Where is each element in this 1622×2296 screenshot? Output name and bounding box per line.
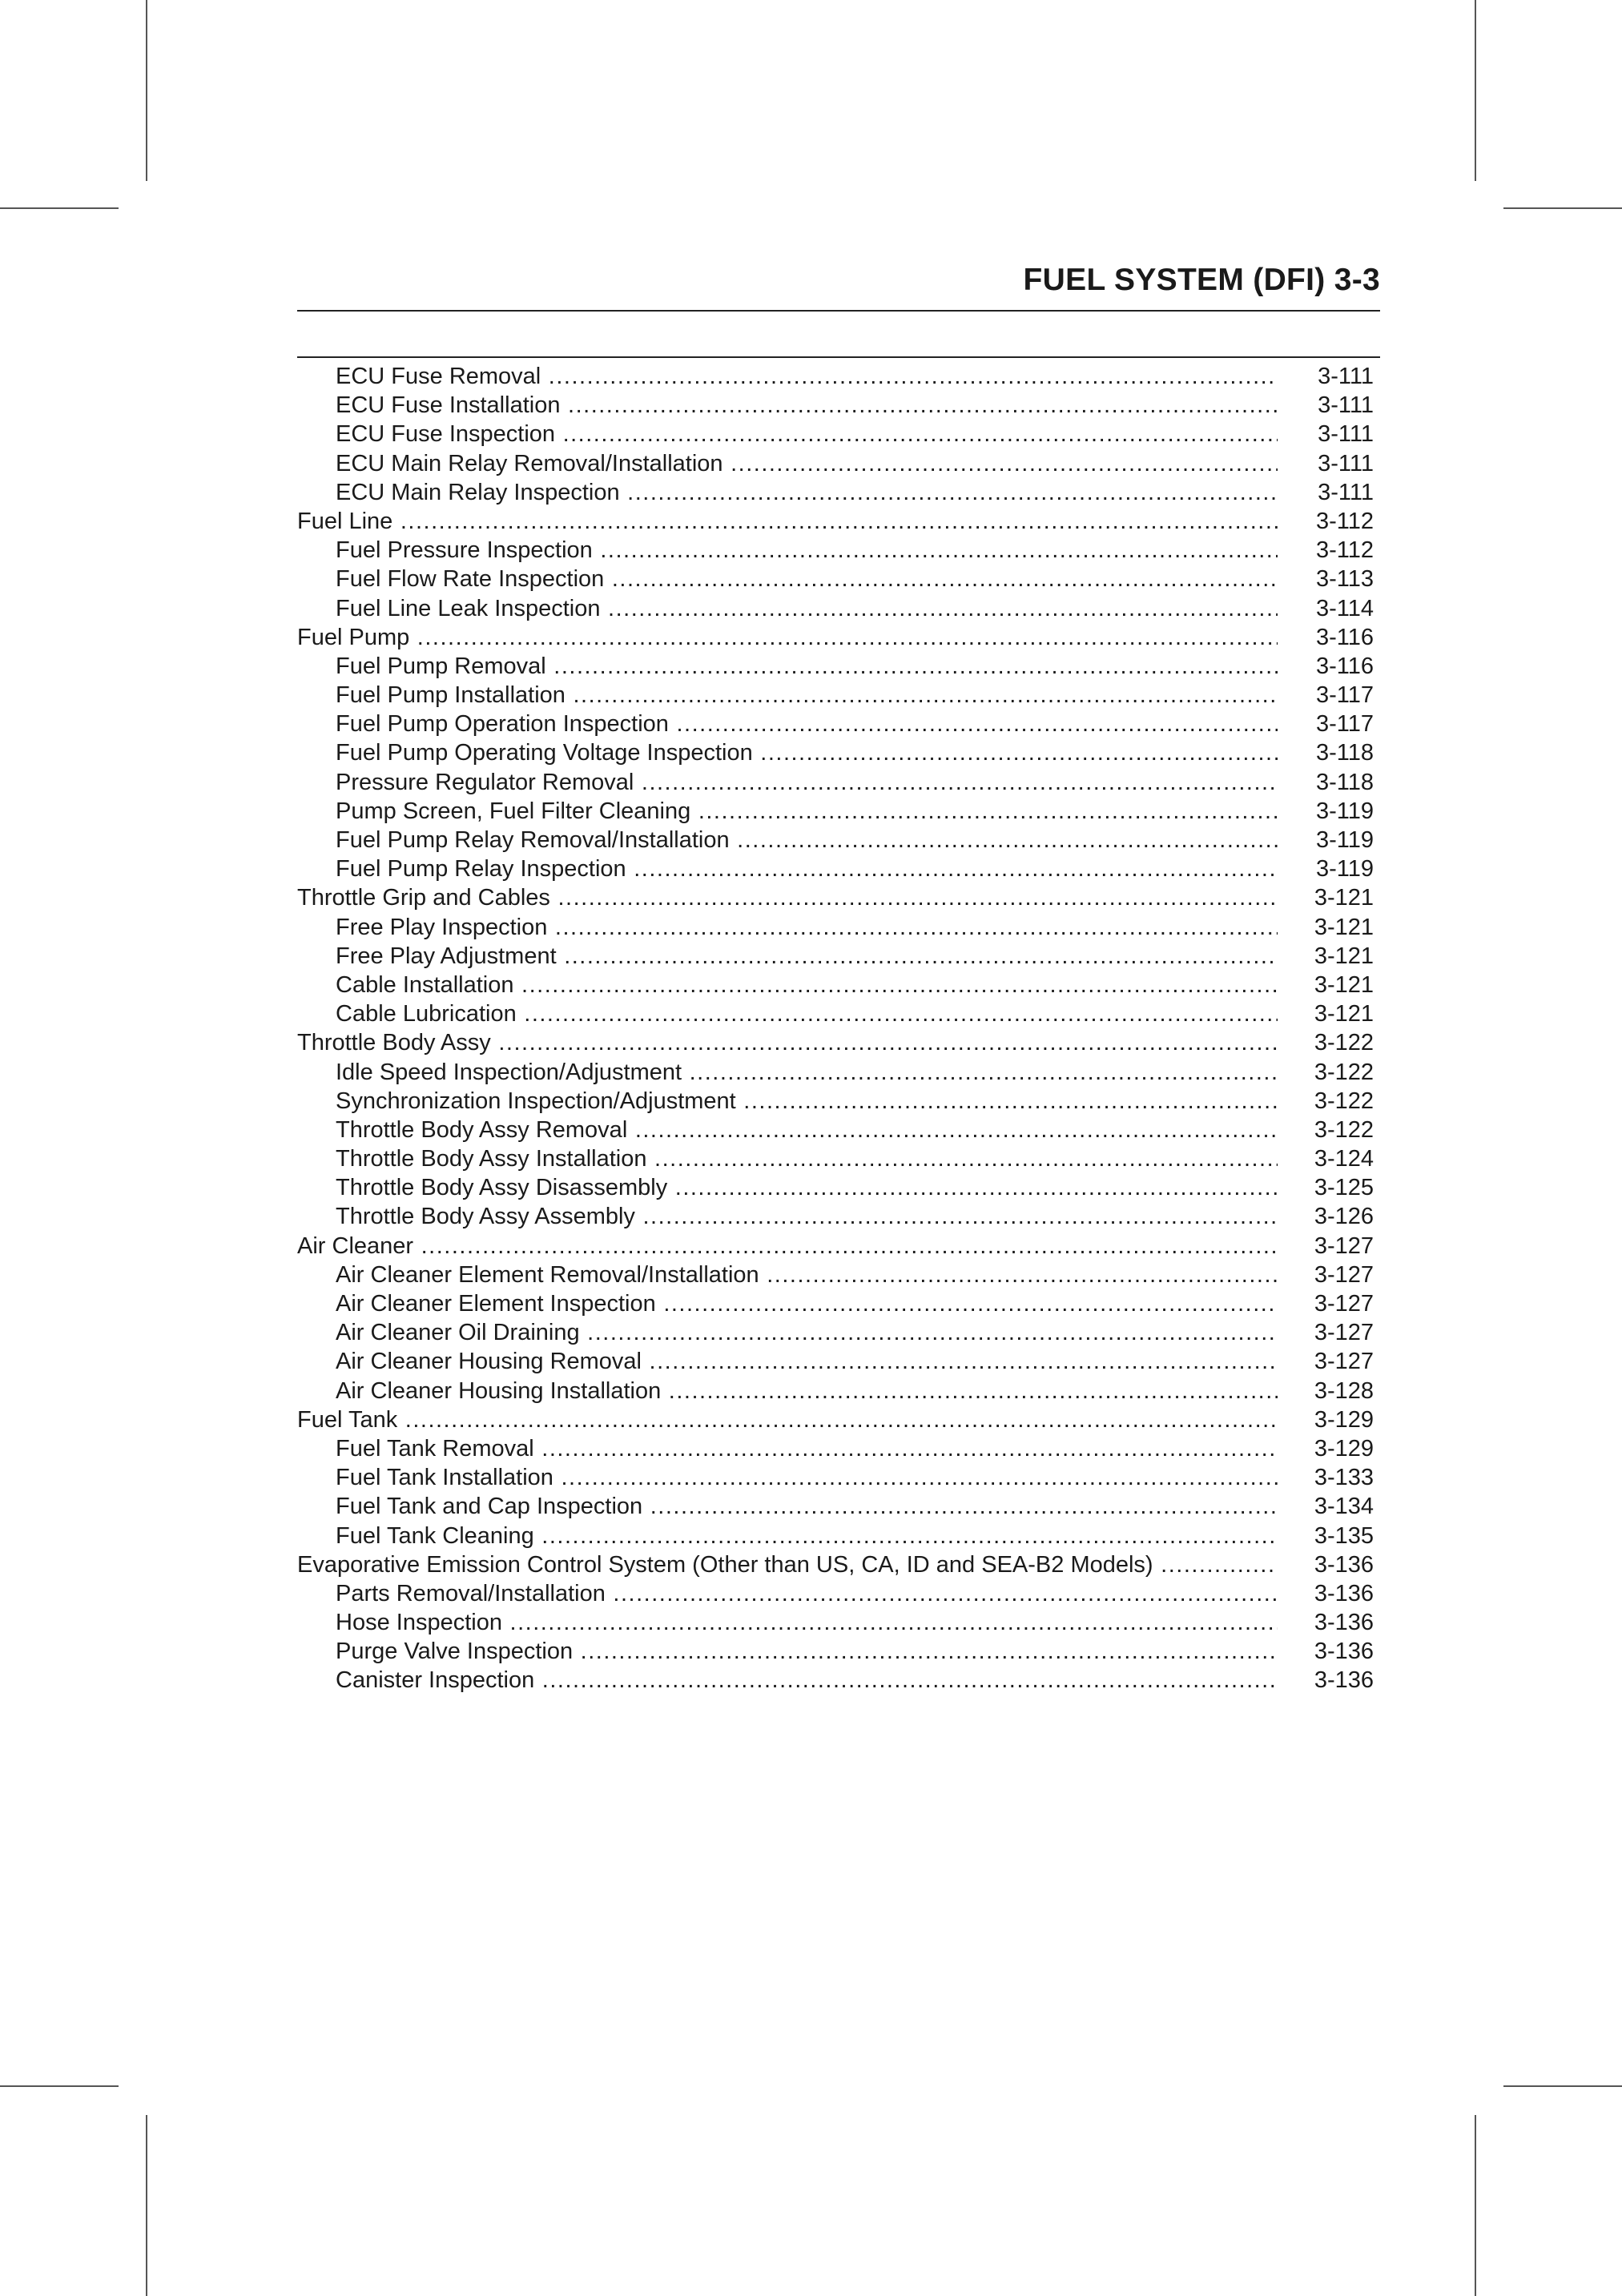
- toc-entry: [297, 1202, 1374, 1231]
- toc-entry-title: Free Play Adjustment: [336, 943, 557, 969]
- crop-mark: [0, 207, 119, 209]
- toc-entry: [297, 1550, 1374, 1579]
- toc-entry-leader: [336, 710, 1278, 738]
- toc-entry: [297, 1116, 1374, 1144]
- toc-entry-page: 3-136: [1314, 1551, 1374, 1578]
- toc-entry-page: 3-127: [1314, 1320, 1374, 1346]
- toc-entry: [297, 565, 1374, 593]
- toc-entry: [297, 536, 1374, 565]
- toc-entry-leader: [336, 565, 1278, 593]
- toc-entry-page: 3-119: [1315, 856, 1374, 883]
- toc-entry-title: Fuel Pump Installation: [336, 682, 565, 709]
- toc-entry-leader: [336, 1318, 1278, 1347]
- toc-entry-page: 3-127: [1314, 1291, 1374, 1317]
- toc-entry-page: 3-118: [1315, 740, 1374, 766]
- toc-entry-leader: [336, 1261, 1278, 1289]
- toc-entry-page: 3-134: [1314, 1494, 1374, 1520]
- toc-entry-title: Parts Removal/Installation: [336, 1580, 606, 1606]
- crop-mark: [1503, 207, 1622, 209]
- toc-entry-title: Cable Lubrication: [336, 1001, 517, 1027]
- toc-entry-page: 3-121: [1314, 914, 1374, 940]
- toc-entry-page: 3-136: [1314, 1667, 1374, 1694]
- header-rule: [297, 310, 1380, 312]
- toc-entry-page: 3-121: [1314, 971, 1374, 998]
- toc-entry-title: Throttle Body Assy Disassembly: [336, 1175, 668, 1201]
- toc-entry-page: 3-122: [1314, 1088, 1374, 1114]
- toc-entry-title: Fuel Tank Removal: [336, 1435, 534, 1462]
- toc-entry: [297, 681, 1374, 710]
- toc-entry-title: Fuel Pump Relay Removal/Installation: [336, 827, 730, 853]
- crop-mark: [146, 2115, 147, 2296]
- toc-entry: [297, 420, 1374, 448]
- toc-entry-title: ECU Fuse Installation: [336, 392, 561, 419]
- toc-entry-page: 3-127: [1314, 1349, 1374, 1375]
- toc-entry-page: 3-113: [1315, 566, 1374, 593]
- toc-entry-title: Canister Inspection: [336, 1667, 535, 1694]
- toc-entry-title: Throttle Body Assy Removal: [336, 1116, 628, 1143]
- toc-entry-leader: [336, 826, 1278, 854]
- toc-entry-title: ECU Fuse Inspection: [336, 421, 556, 448]
- crop-mark: [146, 0, 147, 181]
- toc-entry-leader: [297, 1028, 1278, 1057]
- toc-entry-page: 3-118: [1315, 769, 1374, 795]
- toc-entry-leader: [336, 1579, 1278, 1608]
- toc-entry-leader: [336, 1434, 1278, 1463]
- toc-entry: [297, 1666, 1374, 1695]
- toc-entry-page: 3-111: [1318, 479, 1374, 505]
- toc-entry-leader: [297, 1232, 1278, 1261]
- toc-entry-page: 3-122: [1314, 1116, 1374, 1143]
- toc-entry-title: Throttle Body Assy Assembly: [336, 1204, 635, 1230]
- toc-entry-leader: [336, 913, 1278, 942]
- toc-entry: [297, 768, 1374, 797]
- toc-entry-title: Fuel Pressure Inspection: [336, 537, 593, 564]
- toc-entry-title: Fuel Pump: [297, 624, 410, 650]
- toc-entry-leader: [336, 942, 1278, 971]
- toc-entry-page: 3-117: [1315, 711, 1374, 738]
- toc-entry-title: Air Cleaner Element Removal/Installation: [336, 1261, 759, 1288]
- toc-entry: [297, 1463, 1374, 1492]
- toc-entry: [297, 826, 1374, 854]
- toc-entry: [297, 1579, 1374, 1608]
- toc-entry-page: 3-119: [1315, 827, 1374, 853]
- toc-entry-leader: [336, 449, 1278, 478]
- toc-entry: [297, 652, 1374, 681]
- toc-entry-leader: [297, 507, 1278, 536]
- toc-entry: [297, 1377, 1374, 1405]
- toc-entry-page: 3-121: [1314, 885, 1374, 911]
- toc-entry-title: Air Cleaner: [297, 1232, 414, 1259]
- toc-entry-leader: [336, 1116, 1278, 1144]
- toc-entry: [297, 999, 1374, 1028]
- toc-entry-page: 3-122: [1314, 1059, 1374, 1085]
- toc-entry: [297, 883, 1374, 912]
- crop-mark: [1503, 2085, 1622, 2087]
- toc-entry-leader: [336, 1666, 1278, 1695]
- toc-entry-page: 3-124: [1314, 1146, 1374, 1172]
- toc-entry-title: Cable Installation: [336, 971, 514, 998]
- toc-entry-page: 3-122: [1314, 1030, 1374, 1056]
- toc-entry-page: 3-136: [1314, 1610, 1374, 1636]
- toc-entry-title: Pressure Regulator Removal: [336, 769, 634, 795]
- toc-entry-leader: [336, 652, 1278, 681]
- toc-entry: [297, 854, 1374, 883]
- toc-entry-leader: [336, 594, 1278, 623]
- toc-entry-page: 3-111: [1318, 421, 1374, 448]
- toc-entry-page: 3-121: [1314, 943, 1374, 969]
- toc-entry-page: 3-111: [1318, 450, 1374, 476]
- page-header-title: FUEL SYSTEM (DFI) 3-3: [1023, 263, 1380, 297]
- toc-entry-page: 3-121: [1314, 1001, 1374, 1027]
- toc-entry-page: 3-127: [1314, 1232, 1374, 1259]
- toc-entry-title: Fuel Line: [297, 508, 393, 534]
- toc-entry: [297, 1347, 1374, 1376]
- toc-entry-title: Throttle Body Assy: [297, 1030, 491, 1056]
- toc-entry-title: Pump Screen, Fuel Filter Cleaning: [336, 798, 691, 824]
- toc-entry-title: Air Cleaner Housing Removal: [336, 1349, 642, 1375]
- toc-top-rule: [297, 356, 1380, 358]
- toc-entry: [297, 449, 1374, 478]
- crop-mark: [0, 2085, 119, 2087]
- toc-entry: [297, 797, 1374, 826]
- toc-entry-leader: [336, 1144, 1278, 1173]
- toc-entry-leader: [336, 391, 1278, 420]
- toc-entry-leader: [336, 1173, 1278, 1202]
- toc-entry-leader: [336, 1463, 1278, 1492]
- toc-entry: [297, 1232, 1374, 1261]
- toc-entry-page: 3-125: [1314, 1175, 1374, 1201]
- toc-entry-page: 3-112: [1315, 537, 1374, 564]
- toc-entry-title: Fuel Pump Removal: [336, 653, 546, 679]
- toc-entry: [297, 1173, 1374, 1202]
- toc-entry-title: Hose Inspection: [336, 1610, 502, 1636]
- toc-entry-leader: [336, 1377, 1278, 1405]
- toc-entry-title: Air Cleaner Element Inspection: [336, 1291, 656, 1317]
- toc-entry: [297, 1492, 1374, 1521]
- toc-entry-leader: [336, 999, 1278, 1028]
- toc-entry-title: Free Play Inspection: [336, 914, 548, 940]
- toc-entry-page: 3-119: [1315, 798, 1374, 824]
- toc-entry-page: 3-117: [1315, 682, 1374, 709]
- crop-mark: [1475, 2115, 1476, 2296]
- toc-entry-leader: [336, 768, 1278, 797]
- toc-entry: [297, 1434, 1374, 1463]
- toc-entry: [297, 1289, 1374, 1318]
- toc-entry-page: 3-126: [1314, 1204, 1374, 1230]
- toc-entry-leader: [336, 1347, 1278, 1376]
- toc-entry: [297, 1144, 1374, 1173]
- toc-entry-title: ECU Main Relay Inspection: [336, 479, 620, 505]
- toc-entry-title: Fuel Tank and Cap Inspection: [336, 1494, 643, 1520]
- toc-entry: [297, 623, 1374, 652]
- toc-entry: [297, 1087, 1374, 1116]
- toc-entry-page: 3-112: [1315, 508, 1374, 534]
- toc-entry-title: Fuel Pump Operating Voltage Inspection: [336, 740, 753, 766]
- toc-entry-page: 3-133: [1314, 1465, 1374, 1491]
- toc-entry-leader: [336, 1608, 1278, 1637]
- toc-entry: [297, 1028, 1374, 1057]
- toc-entry-leader: [336, 1637, 1278, 1666]
- toc-entry-page: 3-135: [1314, 1522, 1374, 1549]
- toc-entry-page: 3-136: [1314, 1639, 1374, 1665]
- toc-entry-page: 3-116: [1315, 624, 1374, 650]
- toc-entry: [297, 507, 1374, 536]
- toc-entry-leader: [336, 1202, 1278, 1231]
- toc-entry-leader: [336, 1492, 1278, 1521]
- toc-entry-leader: [336, 971, 1278, 999]
- toc-entry-leader: [297, 1405, 1278, 1434]
- toc-entry-title: Fuel Tank Installation: [336, 1465, 553, 1491]
- toc-entry-title: Fuel Flow Rate Inspection: [336, 566, 605, 593]
- toc-entry-page: 3-127: [1314, 1261, 1374, 1288]
- toc-entry-leader: [336, 1058, 1278, 1087]
- toc-entry-title: Synchronization Inspection/Adjustment: [336, 1088, 736, 1114]
- toc-entry-leader: [336, 362, 1278, 391]
- toc-entry-leader: [336, 797, 1278, 826]
- toc-entry-title: Idle Speed Inspection/Adjustment: [336, 1059, 682, 1085]
- toc-entry-title: Fuel Tank: [297, 1406, 398, 1433]
- toc-entry: [297, 478, 1374, 507]
- toc-entry: [297, 391, 1374, 420]
- table-of-contents: [297, 362, 1374, 1695]
- toc-entry: [297, 1261, 1374, 1289]
- toc-entry-page: 3-129: [1314, 1406, 1374, 1433]
- toc-entry-title: Air Cleaner Housing Installation: [336, 1377, 662, 1404]
- toc-entry-leader: [336, 681, 1278, 710]
- toc-entry: [297, 913, 1374, 942]
- toc-entry: [297, 710, 1374, 738]
- toc-entry-title: Fuel Tank Cleaning: [336, 1522, 534, 1549]
- toc-entry-leader: [336, 1522, 1278, 1550]
- toc-entry-leader: [336, 420, 1278, 448]
- toc-entry: [297, 971, 1374, 999]
- toc-entry-title: Throttle Grip and Cables: [297, 885, 550, 911]
- toc-entry-leader: [336, 1087, 1278, 1116]
- toc-entry-title: Fuel Pump Relay Inspection: [336, 856, 626, 883]
- toc-entry-title: ECU Fuse Removal: [336, 364, 541, 389]
- toc-entry: [297, 1405, 1374, 1434]
- toc-entry-title: Fuel Line Leak Inspection: [336, 595, 601, 621]
- toc-entry-title: Purge Valve Inspection: [336, 1639, 574, 1665]
- toc-entry-page: 3-116: [1315, 653, 1374, 679]
- toc-entry: [297, 1318, 1374, 1347]
- toc-entry: [297, 1058, 1374, 1087]
- toc-entry: [297, 738, 1374, 767]
- toc-entry-leader: [336, 1289, 1278, 1318]
- toc-entry-leader: [297, 883, 1278, 912]
- toc-entry-page: 3-129: [1314, 1435, 1374, 1462]
- toc-entry: [297, 1522, 1374, 1550]
- toc-entry-leader: [336, 738, 1278, 767]
- toc-entry-title: Throttle Body Assy Installation: [336, 1146, 647, 1172]
- toc-entry-page: 3-111: [1318, 364, 1374, 389]
- toc-entry-title: ECU Main Relay Removal/Installation: [336, 450, 723, 476]
- toc-entry-title: Air Cleaner Oil Draining: [336, 1320, 580, 1346]
- toc-entry: [297, 362, 1374, 391]
- toc-entry-leader: [336, 854, 1278, 883]
- toc-entry: [297, 1608, 1374, 1637]
- toc-entry-leader: [336, 536, 1278, 565]
- toc-entry-leader: [297, 623, 1278, 652]
- toc-entry-title: Fuel Pump Operation Inspection: [336, 711, 669, 738]
- toc-entry-title: Evaporative Emission Control System (Other than US, CA, ID and SEA-B2 Models): [297, 1551, 1153, 1578]
- toc-entry: [297, 1637, 1374, 1666]
- toc-entry-page: 3-111: [1318, 392, 1374, 419]
- toc-entry-page: 3-114: [1315, 595, 1374, 621]
- toc-entry-page: 3-136: [1314, 1580, 1374, 1606]
- toc-entry-page: 3-128: [1314, 1377, 1374, 1404]
- toc-entry: [297, 594, 1374, 623]
- toc-entry-leader: [297, 1550, 1278, 1579]
- crop-mark: [1475, 0, 1476, 181]
- toc-entry: [297, 942, 1374, 971]
- toc-entry-leader: [336, 478, 1278, 507]
